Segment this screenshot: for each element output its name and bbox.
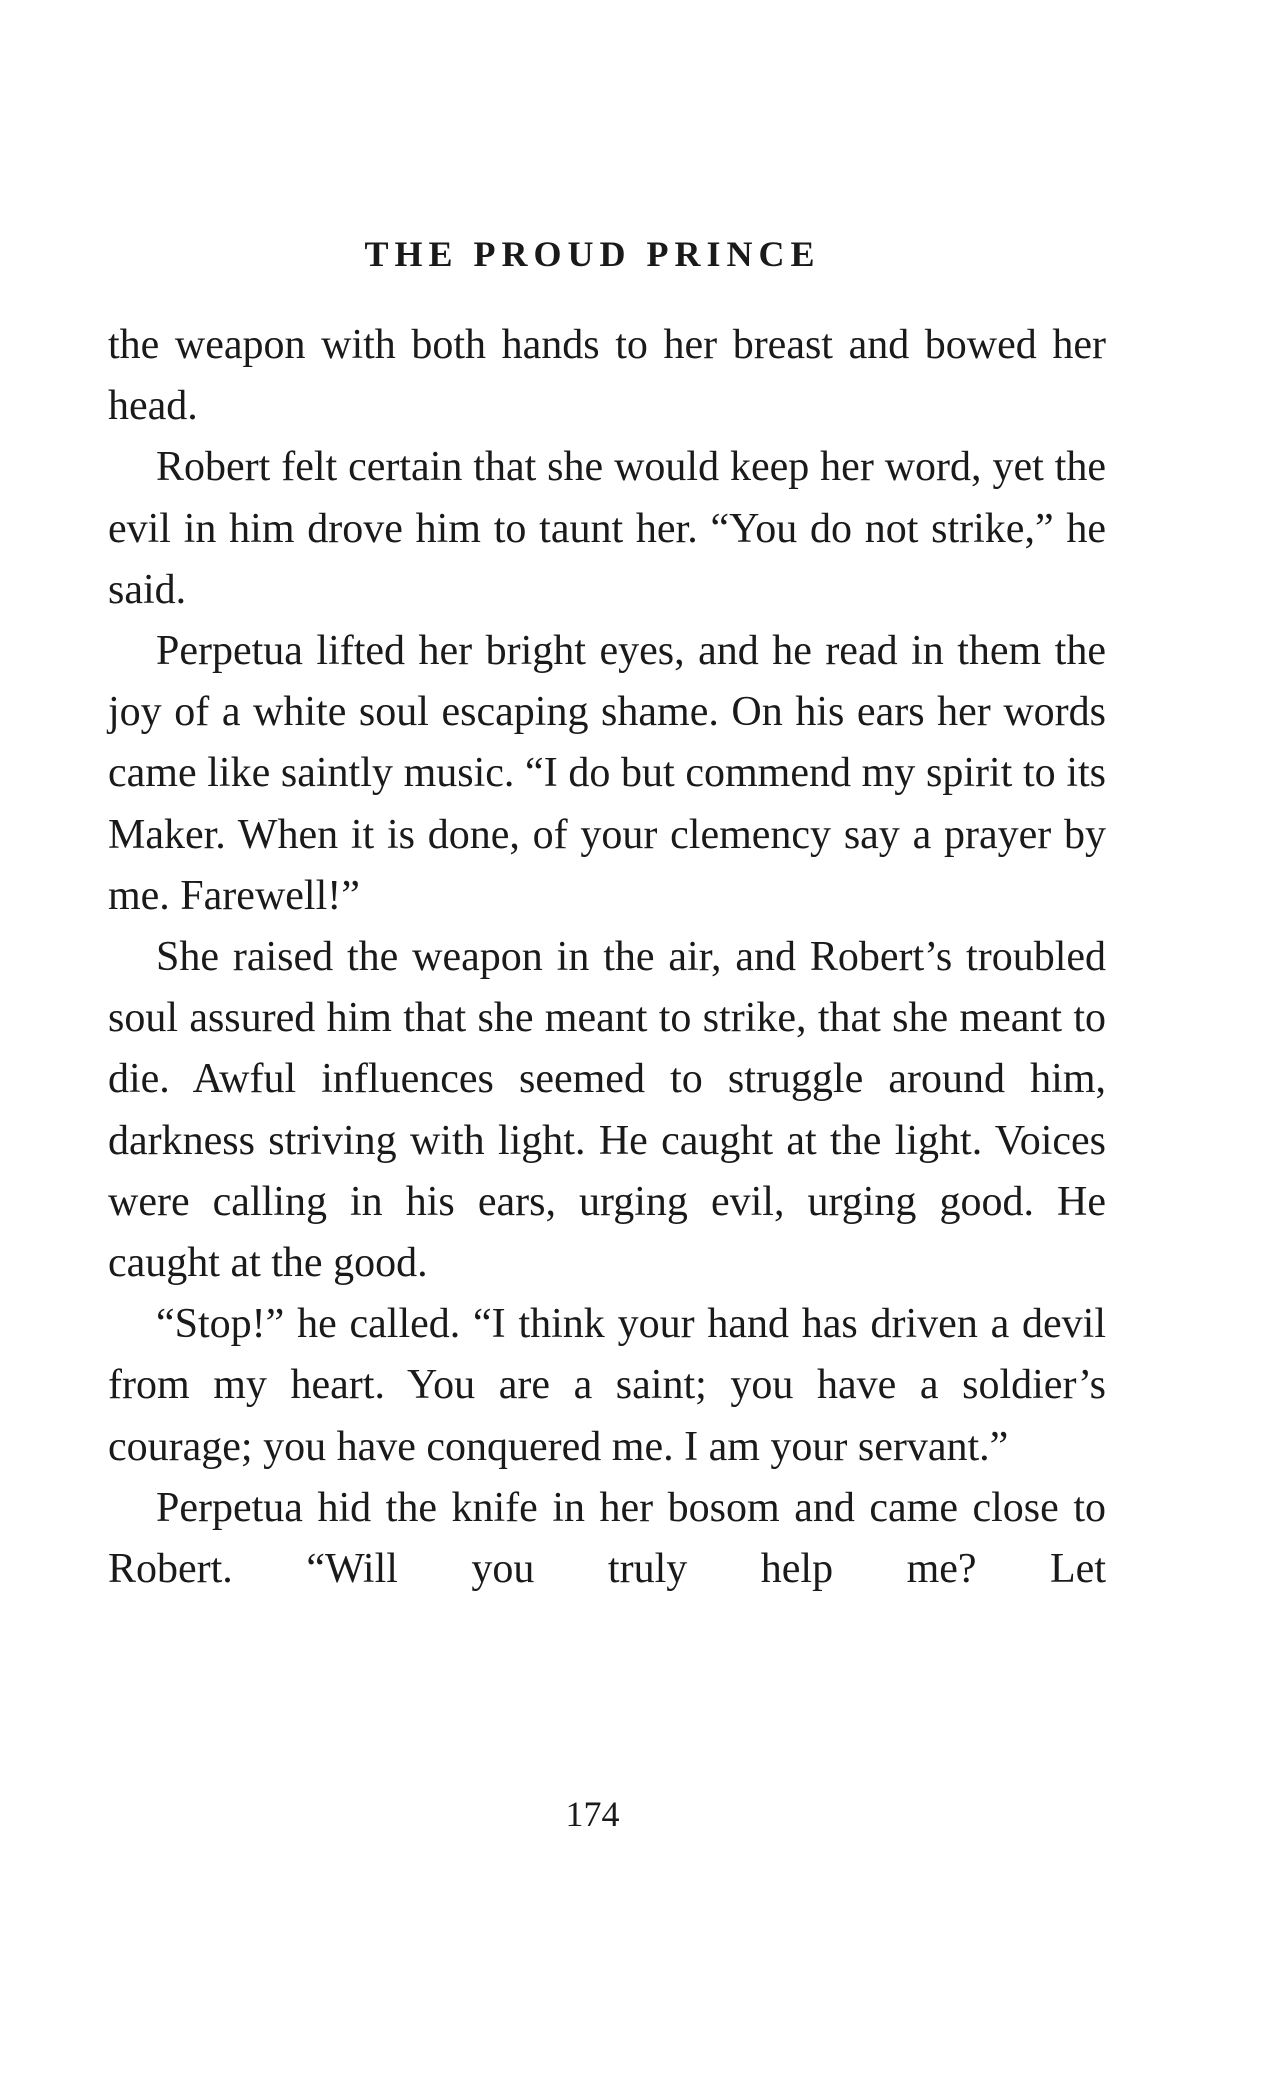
paragraph-continuation: the weapon with both hands to her breast and bowed her head. (108, 322, 1106, 430)
body-text (108, 315, 1106, 1600)
paragraph: Perpetua hid the knife in her bosom and came close to Robert. “Will you truly help me? Let (108, 1484, 1106, 1593)
paragraph: “Stop!” he called. “I think your hand has driven a devil from my heart. You are a saint; you have a soldier’s courage; you have conquered me. I am your servant.” (108, 1301, 1106, 1470)
paragraph: She raised the weapon in the air, and Robert’s troubled soul assured him that she meant to strike, that she meant to die. Awful influences seemed to struggle around him, darkness striving with light. He caught at the light. Voices were calling in his ears, urging evil, urging good. He caught at the good. (108, 934, 1106, 1287)
paragraph: Perpetua lifted her bright eyes, and he read in them the joy of a white soul escaping shame. On his ears her words came like saintly music. “I do but commend my spirit to its Maker. When it is done, of your clemency say a prayer by me. Farewell!” (108, 628, 1106, 919)
page-number: 174 (565, 1794, 620, 1834)
running-head: THE PROUD PRINCE (364, 234, 821, 274)
paragraph: Robert felt certain that she would keep her word, yet the evil in him drove him to taunt her. “You do not strike,” he said. (108, 444, 1106, 613)
